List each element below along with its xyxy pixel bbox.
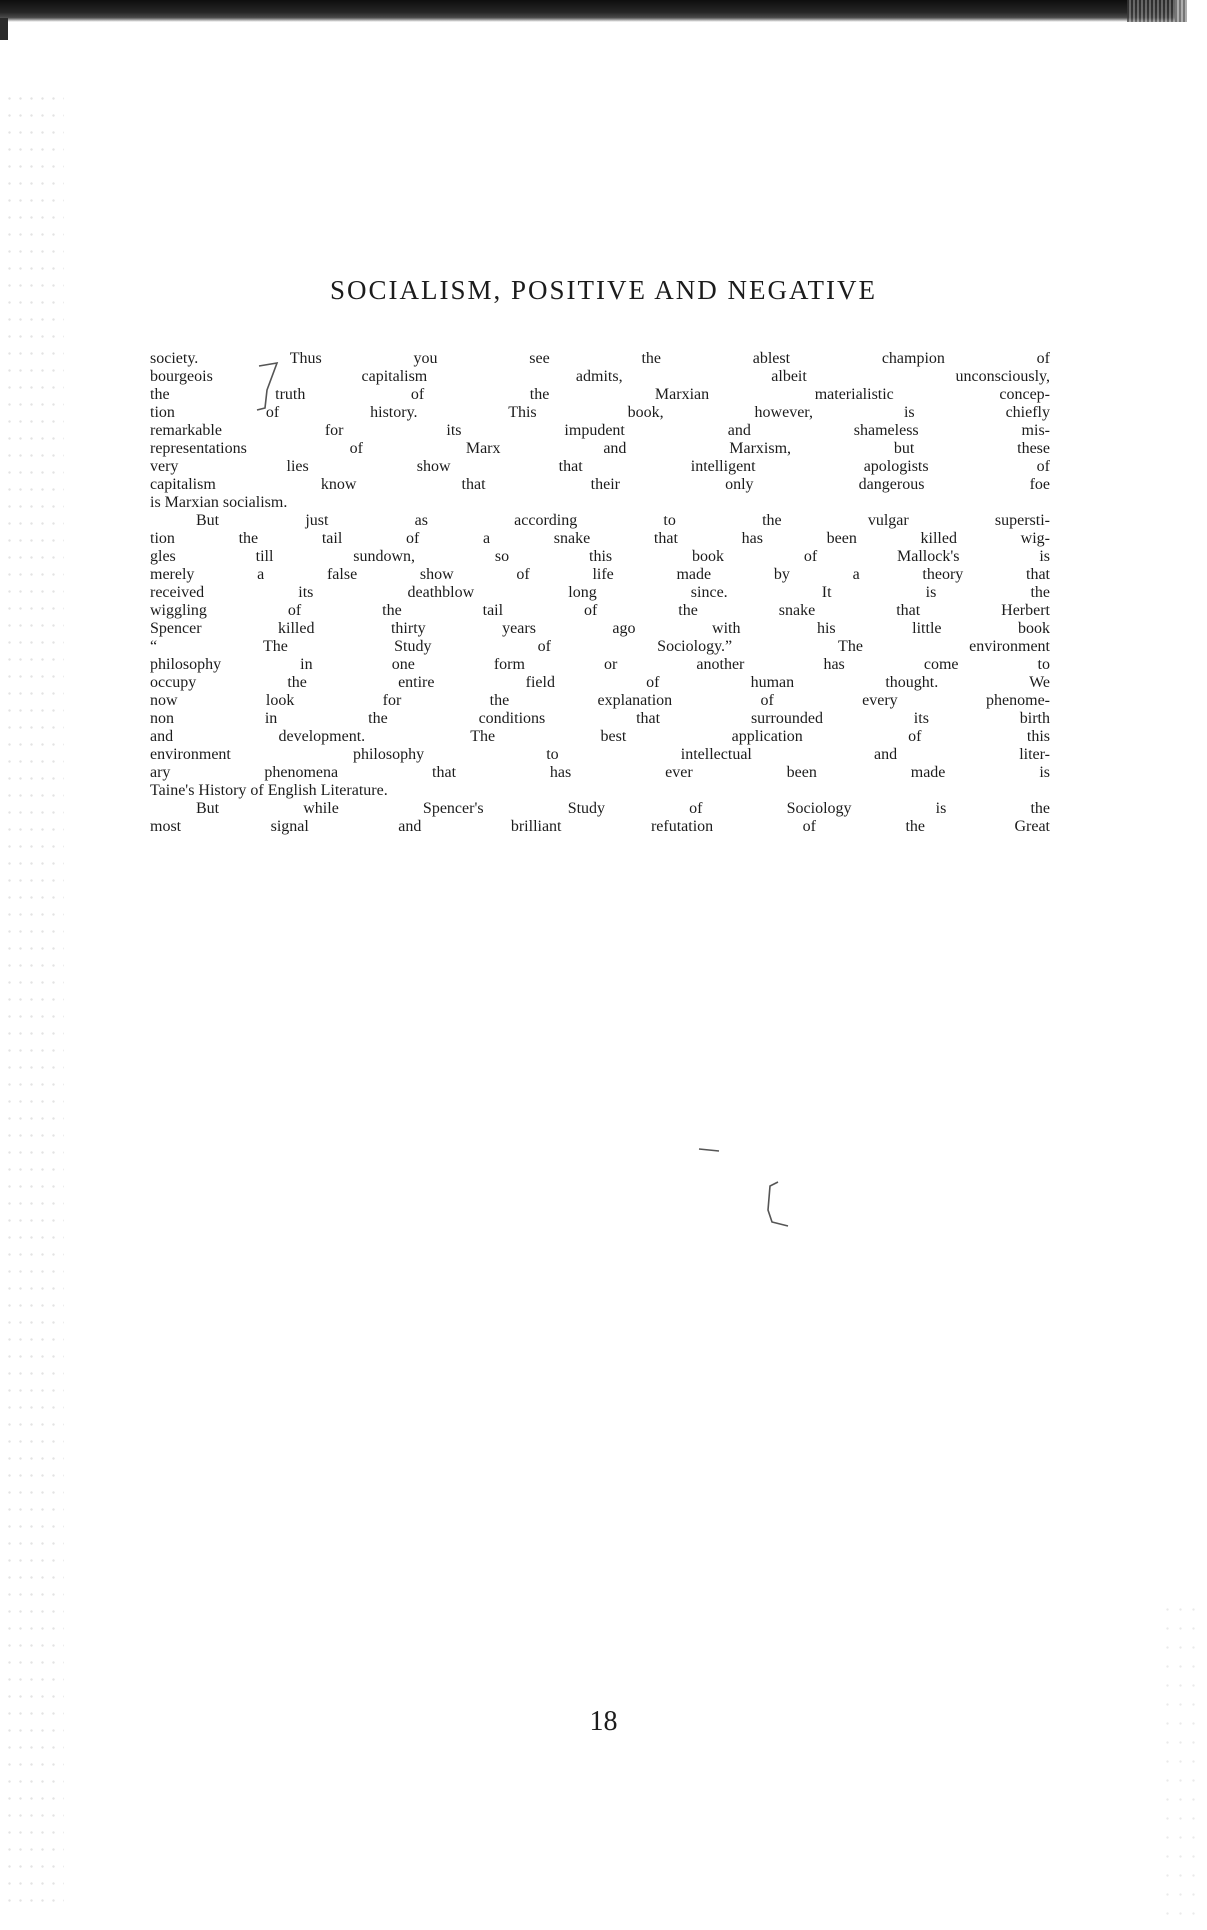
text-line: is Marxian socialism. (150, 494, 288, 511)
pencil-bracket-mark-2 (695, 1145, 723, 1195)
text-line: capitalism know that their only dangerous foe (150, 476, 1050, 493)
text-line: philosophy in one form or another has come to (150, 656, 1050, 673)
text-line: merely a false show of life made by a theory that (150, 566, 1050, 583)
text-line: wiggling of the tail of the snake that Herbert (150, 602, 1050, 619)
body-text (150, 350, 1050, 836)
text-line: the truth of the Marxian materialistic concep- (150, 386, 1050, 403)
scan-corner-mark (0, 18, 8, 40)
text-line: very lies show that intelligent apologists of (150, 458, 1050, 475)
paper-edge-texture-right (1161, 1600, 1201, 1920)
paper-edge-texture (4, 90, 64, 1910)
scan-top-border (0, 0, 1175, 22)
text-line: But just as according to the vulgar supersti- (196, 512, 1050, 529)
text-line: But while Spencer's Study of Sociology is the (196, 800, 1050, 817)
text-line: tion of history. This book, however, is chiefly (150, 404, 1050, 421)
text-line: gles till sundown, so this book of Mallock's is (150, 548, 1050, 565)
text-line: tion the tail of a snake that has been killed wig- (150, 530, 1050, 547)
text-line: Taine's History of English Literature. (150, 782, 388, 799)
text-line: remarkable for its impudent and shameless mis- (150, 422, 1050, 439)
text-line: most signal and brilliant refutation of the Great (150, 818, 1050, 835)
text-line: now look for the explanation of every phenome- (150, 692, 1050, 709)
text-line: non in the conditions that surrounded its birth (150, 710, 1050, 727)
text-line: bourgeois capitalism admits, albeit unconsciously, (150, 368, 1050, 385)
text-line: representations of Marx and Marxism, but these (150, 440, 1050, 457)
text-line: occupy the entire field of human thought. We (150, 674, 1050, 691)
text-line: environment philosophy to intellectual and liter- (150, 746, 1050, 763)
text-line: ary phenomena that has ever been made is (150, 764, 1050, 781)
text-line: “ The Study of Sociology.” The environment (150, 638, 1050, 655)
running-head: SOCIALISM, POSITIVE AND NEGATIVE (330, 275, 877, 305)
text-line: Spencer killed thirty years ago with his little book (150, 620, 1050, 637)
pencil-bracket-mark-3 (762, 1178, 792, 1238)
text-line: society. Thus you see the ablest champion of (150, 350, 1050, 367)
text-line: and development. The best application of this (150, 728, 1050, 745)
page-number: 18 (589, 1706, 618, 1737)
text-line: received its deathblow long since. It is the (150, 584, 1050, 601)
